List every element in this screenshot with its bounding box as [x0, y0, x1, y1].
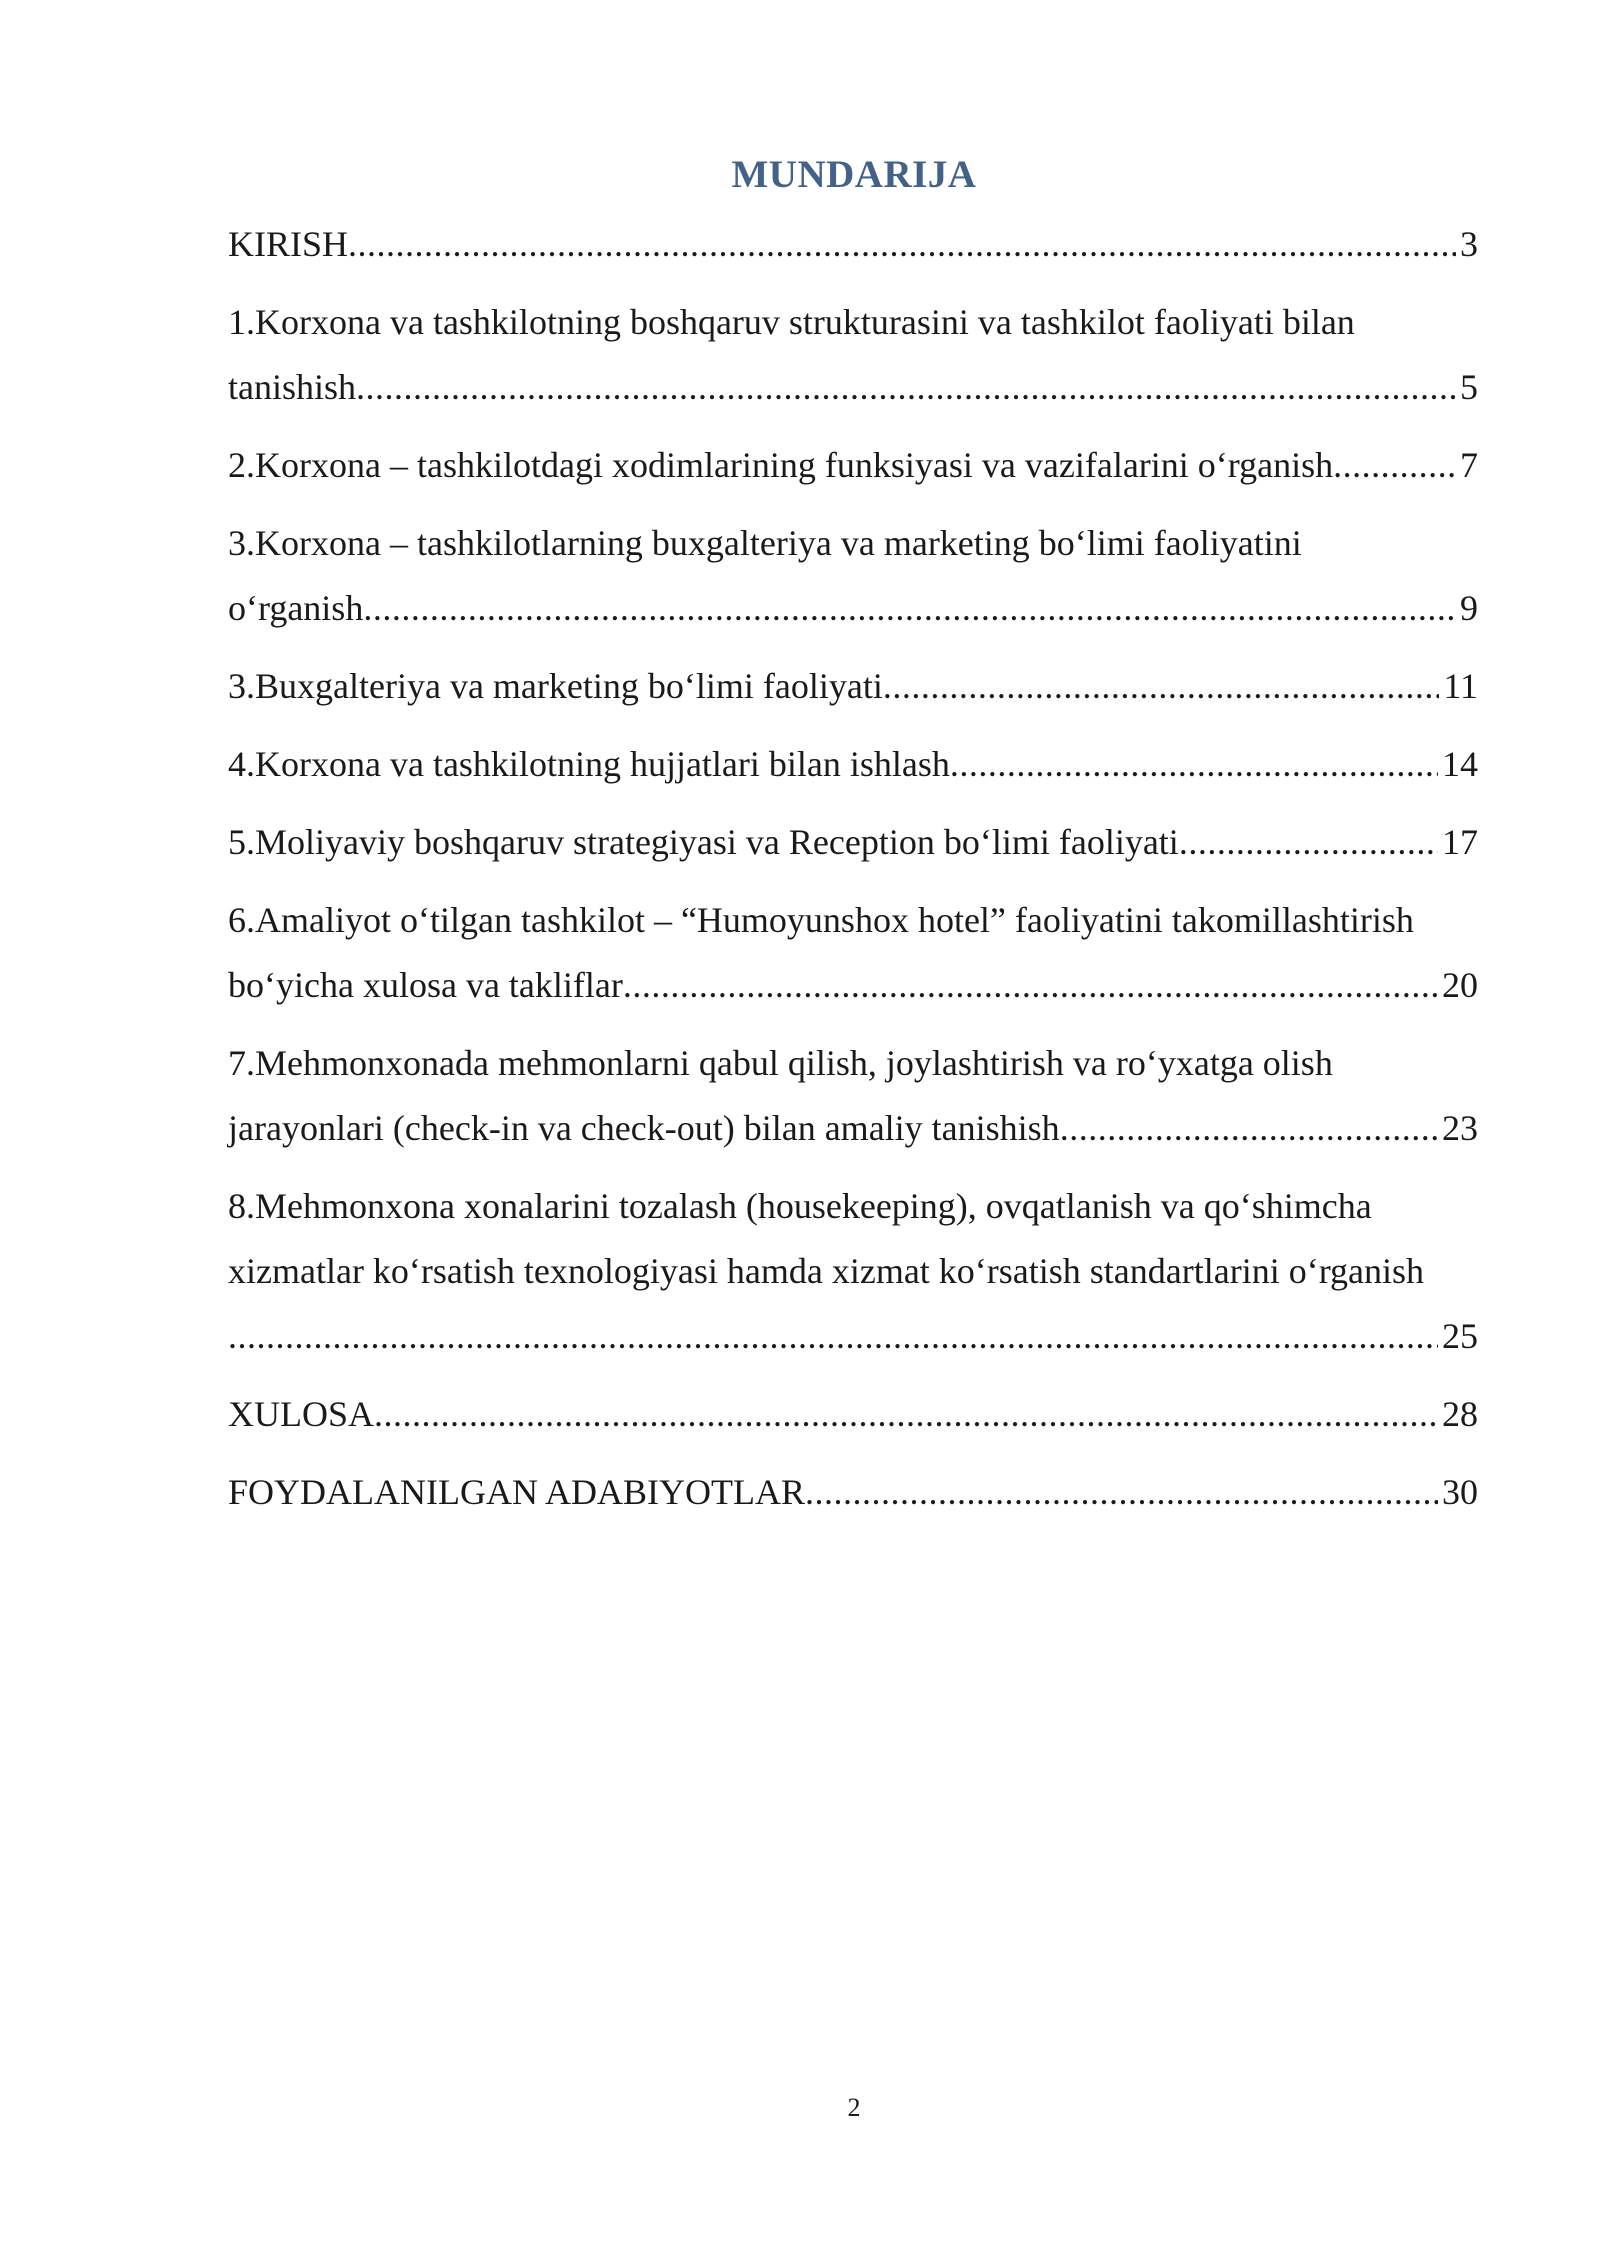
dot-leader	[1179, 810, 1438, 875]
toc-entry-last-line	[228, 1460, 1478, 1525]
toc-entry[interactable]	[228, 1174, 1478, 1369]
dot-leader	[1060, 1096, 1438, 1161]
toc-entry-title-line: 8.Mehmonxona xonalarini tozalash (housekeeping), ovqatlanish va qo‘shimcha	[228, 1186, 1372, 1226]
page-title: MUNDARIJA	[731, 153, 977, 196]
toc-entry-title-line: 3.Korxona – tashkilotlarning buxgalteriya va marketing bo‘limi faoliyatini	[228, 523, 1302, 563]
toc-page-number: 14	[1442, 744, 1478, 784]
toc-entry[interactable]	[228, 1382, 1478, 1447]
dot-leader	[348, 212, 1456, 277]
table-of-contents	[228, 212, 1478, 1538]
toc-page-number: 20	[1442, 965, 1478, 1005]
toc-entry-title-line: 1.Korxona va tashkilotning boshqaruv strukturasini va tashkilot faoliyati bilan	[228, 302, 1355, 342]
page-number: 2	[847, 2093, 861, 2122]
dot-leader	[228, 1304, 1438, 1369]
dot-leader	[950, 732, 1438, 797]
dot-leader	[374, 1382, 1438, 1447]
dot-leader	[356, 355, 1456, 420]
toc-entry-last-line	[228, 953, 1478, 1018]
toc-entry[interactable]	[228, 888, 1478, 1018]
toc-entry[interactable]	[228, 212, 1478, 277]
toc-entry-title: 3.Buxgalteriya va marketing bo‘limi faoliyati	[228, 666, 883, 706]
toc-page-number: 23	[1442, 1108, 1478, 1148]
toc-page-number: 25	[1442, 1316, 1478, 1356]
toc-entry-title-line: 7.Mehmonxonada mehmonlarni qabul qilish, joylashtirish va ro‘yxatga olish	[228, 1043, 1333, 1083]
dot-leader	[623, 953, 1438, 1018]
toc-entry[interactable]	[228, 654, 1478, 719]
toc-entry-title: bo‘yicha xulosa va takliflar	[228, 965, 623, 1005]
toc-entry-title: o‘rganish	[228, 588, 364, 628]
toc-entry-last-line	[228, 212, 1478, 277]
toc-page-number: 17	[1442, 822, 1478, 862]
toc-entry-title: 2.Korxona – tashkilotdagi xodimlarining funksiyasi va vazifalarini o‘rganish	[228, 445, 1334, 485]
toc-entry[interactable]	[228, 1460, 1478, 1525]
toc-entry[interactable]	[228, 433, 1478, 498]
toc-entry-title: jarayonlari (check-in va check-out) bilan amaliy tanishish	[228, 1108, 1060, 1148]
toc-entry-last-line	[228, 1096, 1478, 1161]
toc-entry-last-line	[228, 1304, 1478, 1369]
dot-leader	[363, 576, 1456, 641]
dot-leader	[1333, 433, 1456, 498]
toc-page-number: 28	[1442, 1394, 1478, 1434]
toc-entry-last-line	[228, 810, 1478, 875]
toc-page-number: 11	[1443, 666, 1478, 706]
toc-entry-last-line	[228, 433, 1478, 498]
toc-entry-title: tanishish	[228, 367, 357, 407]
toc-entry-title: 5.Moliyaviy boshqaruv strategiyasi va Reception bo‘limi faoliyati	[228, 822, 1179, 862]
toc-entry-last-line	[228, 654, 1478, 719]
toc-entry-last-line	[228, 355, 1478, 420]
toc-entry-title: XULOSA	[228, 1394, 375, 1434]
dot-leader	[805, 1460, 1438, 1525]
toc-entry-title: 4.Korxona va tashkilotning hujjatlari bilan ishlash	[228, 744, 950, 784]
toc-entry-title-line: 6.Amaliyot o‘tilgan tashkilot – “Humoyunshox hotel” faoliyatini takomillashtirish	[228, 900, 1414, 940]
toc-entry-title: KIRISH	[228, 224, 349, 264]
toc-entry-last-line	[228, 1382, 1478, 1447]
toc-entry[interactable]	[228, 732, 1478, 797]
toc-page-number: 30	[1442, 1472, 1478, 1512]
dot-leader	[883, 654, 1440, 719]
toc-page-number: 7	[1460, 445, 1478, 485]
toc-entry[interactable]	[228, 810, 1478, 875]
toc-page-number: 9	[1460, 588, 1478, 628]
toc-entry-last-line	[228, 576, 1478, 641]
toc-page-number: 5	[1460, 367, 1478, 407]
toc-entry[interactable]	[228, 511, 1478, 641]
toc-page-number: 3	[1460, 224, 1478, 264]
toc-entry-last-line	[228, 732, 1478, 797]
toc-entry[interactable]	[228, 1031, 1478, 1161]
toc-entry-title: FOYDALANILGAN ADABIYOTLAR	[228, 1472, 805, 1512]
toc-entry[interactable]	[228, 290, 1478, 420]
toc-entry-title-line: xizmatlar ko‘rsatish texnologiyasi hamda xizmat ko‘rsatish standartlarini o‘rganish	[228, 1251, 1425, 1291]
